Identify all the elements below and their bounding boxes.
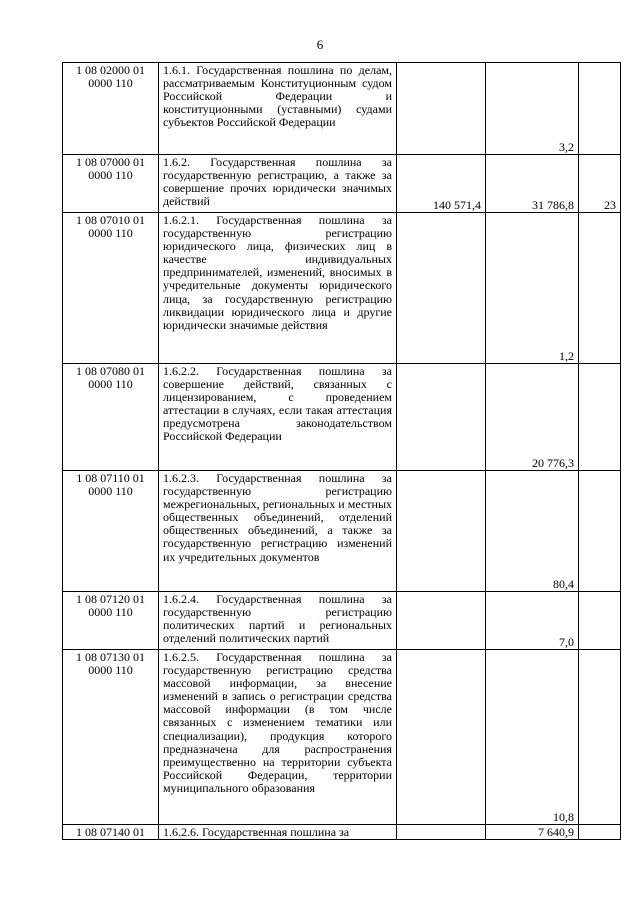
- value-cell-col5: 23: [579, 155, 621, 213]
- value-cell-col4: 1,2: [486, 213, 579, 364]
- budget-code-cell: 1 08 07130 01 0000 110: [63, 650, 159, 825]
- page-number: 6: [316, 37, 324, 52]
- value-cell-col3: 140 571,4: [397, 155, 486, 213]
- value-cell-col3: [397, 63, 486, 155]
- value-cell-col3: [397, 213, 486, 364]
- value-cell-col4: 7,0: [486, 592, 579, 650]
- value-cell-col5: [579, 592, 621, 650]
- table-row: [63, 471, 621, 592]
- table-row: [63, 155, 621, 213]
- budget-code-cell: 1 08 07110 01 0000 110: [63, 471, 159, 592]
- value-cell-col3: [397, 825, 486, 840]
- budget-code-cell: 1 08 07120 01 0000 110: [63, 592, 159, 650]
- revenue-table: [62, 62, 621, 840]
- table-row: [63, 592, 621, 650]
- description-cell: 1.6.2.4. Государственная пошлина за государственную регистрацию политических партий и региональных отделений политических партий: [159, 592, 397, 650]
- value-cell-col5: [579, 364, 621, 471]
- value-cell-col3: [397, 650, 486, 825]
- value-cell-col5: [579, 213, 621, 364]
- table-row: [63, 213, 621, 364]
- value-cell-col3: [397, 364, 486, 471]
- value-cell-col4: 7 640,9: [486, 825, 579, 840]
- value-cell-col4: 80,4: [486, 471, 579, 592]
- value-cell-col5: [579, 63, 621, 155]
- description-cell: 1.6.2.2. Государственная пошлина за совершение действий, связанных с лицензированием, с проведением аттестации в случаях, если такая аттестация предусмотрена законодательством Российской Федерации: [159, 364, 397, 471]
- budget-code-cell: 1 08 07000 01 0000 110: [63, 155, 159, 213]
- table-row: [63, 63, 621, 155]
- table-row: [63, 364, 621, 471]
- value-cell-col5: [579, 650, 621, 825]
- value-cell-col4: 3,2: [486, 63, 579, 155]
- description-cell: 1.6.2.1. Государственная пошлина за государственную регистрацию юридического лица, физических лиц в качестве индивидуальных предпринимателей, изменений, вносимых в учредительные документы юридического лица, за государственную регистрацию ликвидации юридического лица и другие юридически значимые действия: [159, 213, 397, 364]
- value-cell-col5: [579, 471, 621, 592]
- value-cell-col3: [397, 471, 486, 592]
- value-cell-col3: [397, 592, 486, 650]
- budget-code-cell: 1 08 07010 01 0000 110: [63, 213, 159, 364]
- budget-code-cell: 1 08 07140 01: [63, 825, 159, 840]
- value-cell-col5: [579, 825, 621, 840]
- description-cell: 1.6.1. Государственная пошлина по делам, рассматриваемым Конституционным судом Российской Федерации и конституционными (уставными) судами субъектов Российской Федерации: [159, 63, 397, 155]
- value-cell-col4: 31 786,8: [486, 155, 579, 213]
- budget-code-cell: 1 08 02000 01 0000 110: [63, 63, 159, 155]
- table-row: [63, 825, 621, 840]
- description-cell: 1.6.2.5. Государственная пошлина за государственную регистрацию средства массовой информации, за внесение изменений в запись о регистрации средства массовой информации (в том числе связанных с изменением тематики или специализации), продукция которого предназначена для распространения преимущественно на территории субъекта Российской Федерации, территории муниципального образования: [159, 650, 397, 825]
- value-cell-col4: 10,8: [486, 650, 579, 825]
- budget-code-cell: 1 08 07080 01 0000 110: [63, 364, 159, 471]
- description-cell: 1.6.2.3. Государственная пошлина за государственную регистрацию межрегиональных, региональных и местных общественных объединений, отделений общественных объединений, а также за государственную регистрацию изменений их учредительных документов: [159, 471, 397, 592]
- description-cell: 1.6.2. Государственная пошлина за государственную регистрацию, а также за совершение прочих юридически значимых действий: [159, 155, 397, 213]
- table-row: [63, 650, 621, 825]
- description-cell: 1.6.2.6. Государственная пошлина за: [159, 825, 397, 840]
- value-cell-col4: 20 776,3: [486, 364, 579, 471]
